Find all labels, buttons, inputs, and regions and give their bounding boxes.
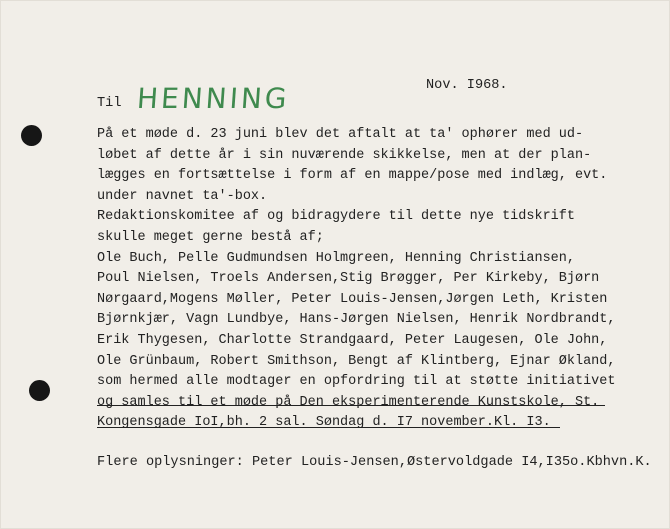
- body-line: Bjørnkjær, Vagn Lundbye, Hans-Jørgen Nielsen, Henrik Nordbrandt,: [97, 312, 616, 328]
- body-line: under navnet ta'-box.: [97, 188, 268, 204]
- footer-contact: Flere oplysninger: Peter Louis-Jensen,Østervoldgade I4,I35o.Kbhvn.K.: [97, 455, 652, 470]
- punch-hole-bottom: [29, 380, 50, 401]
- underline-meeting-line-2: [97, 427, 560, 428]
- salutation-prefix: Til: [97, 96, 122, 111]
- body-line: og samles til et møde på Den eksperimenterende Kunstskole, St.: [97, 394, 600, 410]
- body-line: lægges en fortsættelse i form af en mappe/pose med indlæg, evt.: [97, 168, 608, 184]
- punch-hole-top: [21, 125, 42, 146]
- body-line: Ole Buch, Pelle Gudmundsen Holmgreen, Henning Christiansen,: [97, 250, 575, 266]
- letter-body: [97, 125, 657, 434]
- body-line: skulle meget gerne bestå af;: [97, 229, 324, 245]
- body-line: Kongensgade IoI,bh. 2 sal. Søndag d. I7 november.Kl. I3.: [97, 415, 551, 431]
- underline-meeting-line-1: [97, 405, 605, 406]
- body-line: Nørgaard,Mogens Møller, Peter Louis-Jensen,Jørgen Leth, Kristen: [97, 291, 608, 307]
- body-line: som hermed alle modtager en opfordring til at støtte initiativet: [97, 374, 616, 390]
- body-line: løbet af dette år i sin nuværende skikkelse, men at der plan-: [97, 147, 592, 163]
- letter-date: Nov. I968.: [426, 78, 508, 93]
- body-line: På et møde d. 23 juni blev det aftalt at ta' ophører med ud-: [97, 127, 584, 142]
- body-line: Erik Thygesen, Charlotte Strandgaard, Peter Laugesen, Ole John,: [97, 332, 608, 348]
- body-line: Ole Grünbaum, Robert Smithson, Bengt af Klintberg, Ejnar Økland,: [97, 353, 616, 369]
- body-line: Poul Nielsen, Troels Andersen,Stig Brøgger, Per Kirkeby, Bjørn: [97, 271, 600, 287]
- body-line: Redaktionskomitee af og bidragydere til dette nye tidskrift: [97, 209, 575, 225]
- recipient-handwritten: HENNING: [135, 82, 291, 115]
